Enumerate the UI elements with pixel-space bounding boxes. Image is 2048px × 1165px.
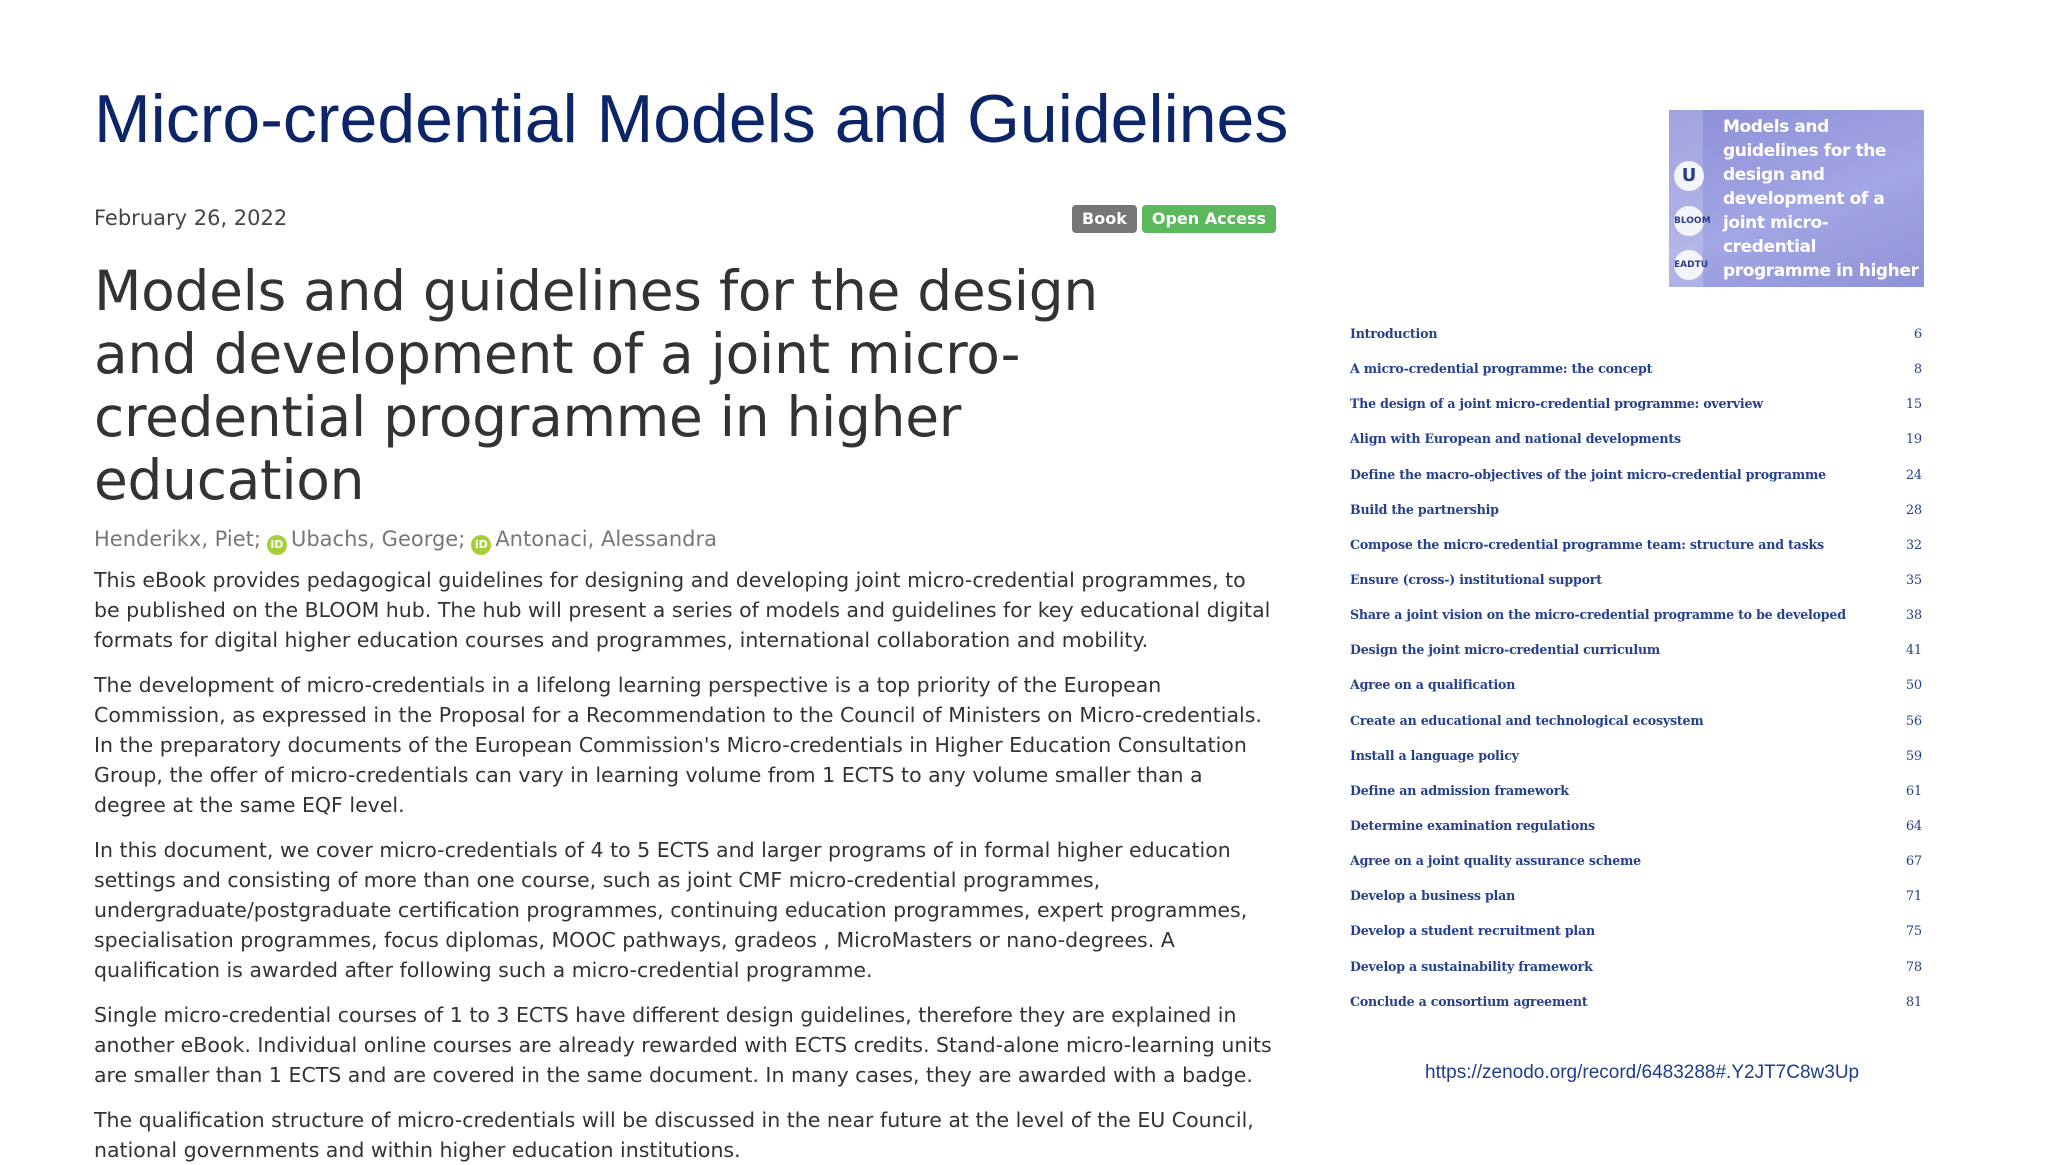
toc-entry-page: 41 — [1905, 643, 1922, 659]
toc-entry-label: Introduction — [1350, 326, 1438, 341]
toc-entry[interactable] — [1350, 994, 1922, 1029]
slide-title: Micro-credential Models and Guidelines — [94, 81, 1289, 157]
book-cover-thumbnail — [1669, 110, 1924, 305]
author-ubachs[interactable]: Ubachs, George; — [290, 527, 466, 551]
toc-entry-label: The design of a joint micro-credential programme: overview — [1350, 396, 1763, 412]
toc-entry-page: 59 — [1905, 748, 1922, 764]
toc-entry[interactable] — [1350, 467, 1922, 502]
toc-entry[interactable] — [1350, 677, 1922, 712]
abstract-paragraph: Single micro-credential courses of 1 to 3 ECTS have different design guidelines, therefore they are explained in another eBook. Individual online courses are already rewarded with ECTS credits. Stand-alone micro-learning units are smaller than 1 ECTS and are covered in the same document. In many cases, they are awarded with a badge. — [94, 1003, 1272, 1087]
abstract-paragraph: The qualification structure of micro-credentials will be discussed in the near future at the level of the EU Council, national governments and within higher education institutions. — [94, 1108, 1254, 1162]
toc-entry-page: 28 — [1905, 502, 1922, 518]
toc-entry-label: Agree on a qualification — [1350, 677, 1516, 693]
toc-entry-page: 64 — [1905, 818, 1922, 834]
orcid-icon[interactable]: iD — [267, 535, 287, 555]
zenodo-record — [94, 196, 1276, 1165]
toc-entry-label: Build the partnership — [1350, 501, 1499, 517]
toc-entry-label: Agree on a joint quality assurance scheme — [1350, 853, 1641, 869]
toc-entry-label: Share a joint vision on the micro-credential programme to be developed — [1350, 607, 1846, 623]
toc-entry[interactable] — [1350, 326, 1922, 361]
toc-entry-page: 71 — [1905, 889, 1922, 905]
toc-entry[interactable] — [1350, 818, 1922, 853]
university-logo-icon: U — [1674, 161, 1704, 191]
toc-entry-label: Determine examination regulations — [1350, 817, 1595, 833]
toc-entry-label: Install a language policy — [1350, 747, 1519, 763]
toc-entry-label: A micro-credential programme: the concept — [1350, 361, 1653, 377]
toc-entry-label: Conclude a consortium agreement — [1350, 993, 1588, 1009]
author-henderikx[interactable]: Henderikx, Piet; — [94, 527, 261, 551]
toc-entry[interactable] — [1350, 923, 1922, 958]
toc-entry[interactable] — [1350, 959, 1922, 994]
toc-entry-page: 35 — [1905, 572, 1922, 588]
bloom-logo-icon: BLOOM — [1674, 206, 1704, 236]
toc-entry-label: Develop a sustainability framework — [1350, 958, 1593, 974]
cover-title: Models and guidelines for the design and development of a joint micro-credential programme in higher education — [1723, 117, 1919, 305]
toc-entry-label: Design the joint micro-credential curriculum — [1350, 642, 1661, 658]
toc-entry-page: 38 — [1905, 608, 1922, 624]
toc-entry-label: Align with European and national developments — [1350, 431, 1681, 447]
author-antonaci[interactable]: Antonaci, Alessandra — [495, 527, 717, 551]
open-access-badge[interactable]: Open Access — [1142, 205, 1276, 233]
toc-entry-label: Develop a student recruitment plan — [1350, 923, 1595, 939]
toc-entry[interactable] — [1350, 431, 1922, 466]
toc-entry-page: 56 — [1905, 713, 1922, 729]
eadtu-logo-icon: EADTU — [1674, 250, 1704, 280]
author-list — [94, 524, 1276, 555]
toc-entry-label: Define an admission framework — [1350, 782, 1569, 798]
table-of-contents — [1350, 326, 1922, 1029]
abstract-paragraph: This eBook provides pedagogical guidelines for designing and developing joint micro-credential programmes, to be published on the BLOOM hub. The hub will present a series of models and guidelines for key educational digital formats for digital higher education courses and programmes, international collaboration and mobility. — [94, 568, 1271, 652]
toc-entry-page: 32 — [1905, 537, 1922, 553]
toc-entry-page: 6 — [1913, 327, 1922, 342]
toc-entry-label: Develop a business plan — [1350, 888, 1516, 904]
book-badge[interactable]: Book — [1072, 205, 1137, 233]
toc-entry-page: 81 — [1905, 994, 1922, 1010]
toc-entry[interactable] — [1350, 607, 1922, 642]
toc-entry-page: 8 — [1913, 362, 1922, 378]
toc-entry-page: 67 — [1905, 854, 1922, 870]
record-badges — [1072, 205, 1276, 233]
toc-entry-page: 24 — [1905, 467, 1922, 483]
toc-entry[interactable] — [1350, 853, 1922, 888]
toc-entry[interactable] — [1350, 713, 1922, 748]
orcid-icon[interactable]: iD — [471, 535, 491, 555]
toc-entry[interactable] — [1350, 572, 1922, 607]
toc-entry-page: 78 — [1905, 959, 1922, 975]
abstract-paragraph: In this document, we cover micro-credentials of 4 to 5 ECTS and larger programs of in formal higher education settings and consisting of more than one course, such as joint CMF micro-credential programmes, undergraduate/postgraduate certification programmes, continuing education programmes, expert programmes, specialisation programmes, focus diplomas, MOOC pathways, gradeos , MicroMasters or nano-degrees. A qualification is awarded after following such a micro-credential programme. — [94, 838, 1248, 982]
publication-date: February 26, 2022 — [94, 206, 288, 230]
toc-entry-page: 19 — [1905, 432, 1922, 448]
abstract — [94, 565, 1276, 1165]
abstract-paragraph: The development of micro-credentials in a lifelong learning perspective is a top priority of the European Commission, as expressed in the Proposal for a Recommendation to the Council of Ministers on Micro-credentials. In the preparatory documents of the European Commission's Micro-credentials in Higher Education Consultation Group, the offer of micro-credentials can vary in learning volume from 1 ECTS to any volume smaller than a degree at the same EQF level. — [94, 673, 1262, 817]
toc-entry[interactable] — [1350, 502, 1922, 537]
toc-entry[interactable] — [1350, 537, 1922, 572]
toc-entry[interactable] — [1350, 642, 1922, 677]
toc-entry[interactable] — [1350, 888, 1922, 923]
toc-entry-page: 50 — [1905, 678, 1922, 694]
toc-entry-label: Ensure (cross-) institutional support — [1350, 571, 1602, 587]
toc-entry-label: Define the macro-objectives of the joint micro-credential programme — [1350, 466, 1826, 482]
toc-entry[interactable] — [1350, 361, 1922, 396]
toc-entry-page: 61 — [1905, 783, 1922, 799]
toc-entry[interactable] — [1350, 396, 1922, 431]
toc-entry-page: 75 — [1905, 924, 1922, 940]
toc-entry-label: Compose the micro-credential programme team: structure and tasks — [1350, 536, 1824, 552]
source-url-link[interactable]: https://zenodo.org/record/6483288#.Y2JT7C8w3Up — [1425, 1062, 1860, 1083]
toc-entry[interactable] — [1350, 783, 1922, 818]
toc-entry-page: 15 — [1905, 397, 1922, 413]
toc-entry-label: Create an educational and technological ecosystem — [1350, 712, 1704, 728]
toc-entry[interactable] — [1350, 748, 1922, 783]
document-title: Models and guidelines for the design and development of a joint micro-credential programme in higher education — [94, 259, 1098, 512]
